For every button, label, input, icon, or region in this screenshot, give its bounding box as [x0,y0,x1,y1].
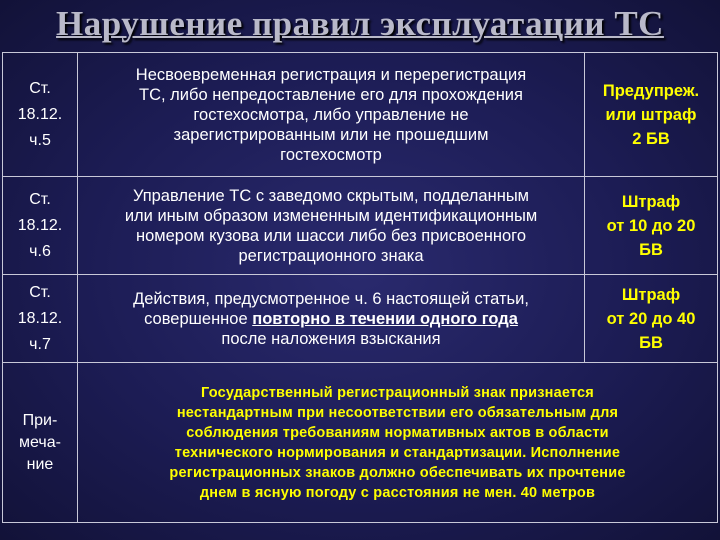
article-cell [3,53,78,177]
article-line: ч.7 [29,335,51,353]
table-row [3,53,718,177]
penalty-line: БВ [639,333,663,352]
description-cell [78,275,585,363]
note-text-cell [78,363,718,523]
description-cell [78,53,585,177]
note-line: регистрационных знаков должно обеспечивать их прочтение [169,464,626,481]
note-label-line: При- [22,411,58,429]
article-line: 18.12. [17,309,63,327]
penalty-line: от 20 до 40 [606,309,696,328]
penalty-line: Предупреж. [602,81,700,100]
highlighted-text: повторно в течении одного года [252,309,518,328]
article-line: ч.6 [29,242,51,260]
table-row [3,275,718,363]
penalty-line: БВ [639,240,663,259]
penalty-line: 2 БВ [632,129,670,148]
description-line: регистрационного знака [238,246,424,265]
note-label-cell [3,363,78,523]
description-line: Управление ТС с заведомо скрытым, подделанным [132,186,530,205]
note-line: днем в ясную погоду с расстояния не мен. 40 метров [199,484,596,501]
article-line: Ст. [29,190,51,208]
note-label-line: меча- [19,433,61,451]
table-row [3,177,718,275]
article-line: Ст. [29,283,51,301]
description-cell [78,177,585,275]
penalty-line: от 10 до 20 [606,216,696,235]
description-text: совершенное [144,309,253,328]
note-line: технического нормирования и стандартизации. Исполнение [174,444,621,461]
penalty-cell [585,275,718,363]
note-line: Государственный регистрационный знак признается [201,384,594,401]
description-line: зарегистрированным или не прошедшим [173,125,489,144]
note-line: соблюдения требованиям нормативных актов в области [186,424,609,441]
penalty-cell [585,53,718,177]
table-row [3,363,718,523]
description-line: или иным образом измененным идентификационным [124,206,538,225]
penalty-cell [585,177,718,275]
description-line: гостехосмотр [280,145,382,164]
penalty-line: или штраф [605,105,697,124]
note-label-line: ние [26,455,54,473]
description-line: гостехосмотра, либо управление не [193,105,469,124]
description-line: ТС, либо непредоставление его для прохождения [139,85,523,104]
penalty-line: Штраф [621,192,681,211]
page-title: Нарушение правил эксплуатации ТС [56,4,664,43]
description-line: Действия, предусмотренное ч. 6 настоящей статьи, [133,289,529,308]
article-cell [3,275,78,363]
violations-table [2,52,718,523]
description-line: номером кузова или шасси либо без присвоенного [135,226,527,245]
description-line [78,309,584,329]
note-line: нестандартным при несоответствии его обязательным для [176,404,619,421]
description-line: Несвоевременная регистрация и перерегистрация [135,65,527,84]
article-line: Ст. [29,79,51,97]
description-line: после наложения взыскания [221,329,441,348]
penalty-line: Штраф [621,285,681,304]
article-line: 18.12. [17,216,63,234]
article-cell [3,177,78,275]
article-line: ч.5 [29,131,51,149]
article-line: 18.12. [17,105,63,123]
